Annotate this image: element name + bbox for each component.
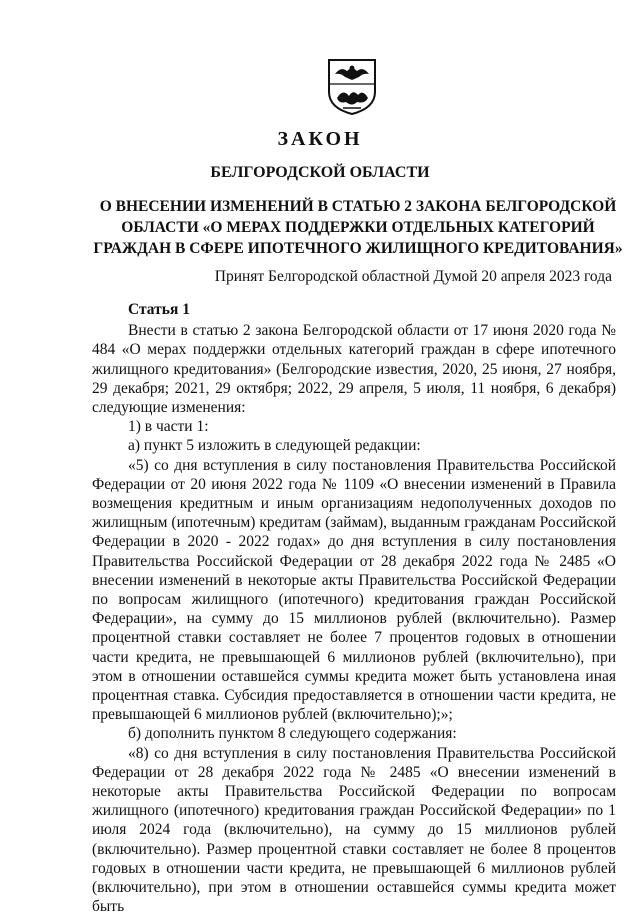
paragraph: а) пункт 5 изложить в следующей редакции: bbox=[128, 437, 421, 455]
law-subject: О ВНЕСЕНИИ ИЗМЕНЕНИЙ В СТАТЬЮ 2 ЗАКОНА БЕЛГОРОДСКОЙ ОБЛАСТИ «О МЕРАХ ПОДДЕРЖКИ ОТДЕЛЬНЫХ КАТЕГОРИЙ ГРАЖДАН В СФЕРЕ ИПОТЕЧНОГО ЖИЛИЩНОГО КРЕДИТОВАНИЯ» bbox=[93, 198, 623, 257]
adoption-note: Принят Белгородской областной Думой 20 апреля 2023 года bbox=[214, 268, 612, 285]
paragraph: б) дополнить пунктом 8 следующего содержания: bbox=[128, 725, 457, 743]
paragraph: «5) со дня вступления в силу постановления Правительства Российской Федерации от 20 июня 2022 года № 1109 «О внесении изменений в Правила возмещения кредитным и иным организациям недополученных доходов по жилищным (ипотечным) кредитам (займам), выданным гражданам Российской Федерации в 2020 - 2022 годах» до дня вступления в силу постановления Правительства Российской Федерации от 28 декабря 2022 года № 2485 «О внесении изменений в некоторые акты Правительства Российской Федерации по вопросам жилищного (ипотечного) кредитования граждан Российской Федерации», на сумму до 15 миллионов рублей (включительно). Размер процентной ставки составляет не более 7 процентов годовых в отношении части кредита, не превышающей 6 миллионов рублей (включительно), при этом в отношении оставшейся суммы кредита может быть установлена иная процентная ставка. Субсидия предоставляется в отношении части кредита, не превышающей 6 миллионов рублей (включительно);»; bbox=[92, 456, 616, 724]
paragraph: 1) в части 1: bbox=[128, 418, 209, 436]
paragraph: Внести в статью 2 закона Белгородской области от 17 июня 2020 года № 484 «О мерах поддержки отдельных категорий граждан в сфере ипотечного жилищного кредитования» (Белгородские известия, 2020, 25 июня, 27 ноября, 29 декабря; 2021, 29 октября; 2022, 29 апреля, 5 июля, 11 ноября, 6 декабря) следующие изменения: bbox=[92, 322, 616, 417]
page-title: ЗАКОН bbox=[277, 128, 363, 150]
document-body bbox=[92, 300, 616, 917]
paragraph: «8) со дня вступления в силу постановления Правительства Российской Федерации от 28 декабря 2022 года № 2485 «О внесении изменений в некоторые акты Правительства Российской Федерации по вопросам жилищного (ипотечного) кредитования граждан Российской Федерации» по 1 июля 2024 года (включительно), на сумму до 15 миллионов рублей (включительно). Размер процентной ставки составляет не более 8 процентов годовых в отношении части кредита, не превышающей 6 миллионов рублей (включительно), при этом в отношении оставшейся суммы кредита может быть bbox=[92, 744, 616, 916]
coat-of-arms-icon bbox=[327, 58, 377, 116]
article-heading: Статья 1 bbox=[128, 301, 190, 318]
region-title: БЕЛГОРОДСКОЙ ОБЛАСТИ bbox=[210, 164, 430, 181]
